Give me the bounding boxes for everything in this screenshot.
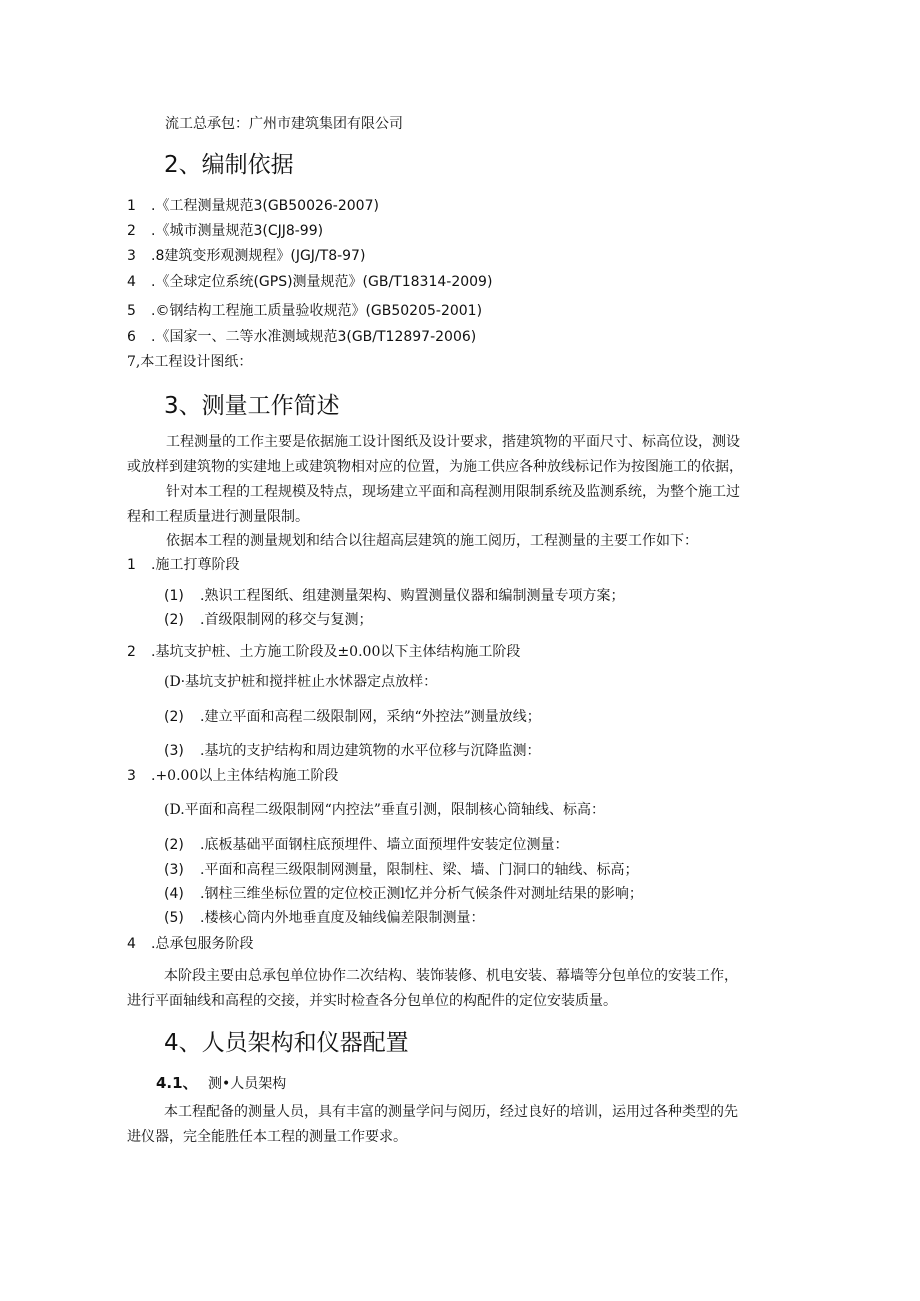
paragraph-line: 或放样到建筑物的实建地上或建筑物相对应的位置，为施工供应各种放线标记作为按图施工的依据， (127, 459, 743, 475)
stage-3-heading (127, 766, 338, 786)
reference-item-4 (127, 272, 492, 292)
section-2-heading: 2、编制依据 (164, 152, 294, 178)
reference-number: 6 (127, 329, 136, 345)
item-number: (2) (164, 612, 184, 628)
reference-number: 1 (127, 198, 136, 214)
reference-item-1 (127, 196, 379, 216)
contractor-line: 流工总承包：广州市建筑集团有限公司 (165, 116, 403, 132)
stage-number: 2 (127, 644, 136, 660)
item-number: (3) (164, 862, 184, 878)
item-number: (3) (164, 743, 184, 759)
reference-item-3 (127, 246, 365, 266)
reference-number: 4 (127, 274, 136, 290)
item-number: (2) (164, 837, 184, 853)
reference-text: .《国家一、二等水准测域规范3(GB/T12897-2006) (151, 329, 477, 345)
stage-1-item-1 (164, 586, 624, 606)
stage-1-item-2 (164, 610, 372, 630)
paragraph-line: 本工程配备的测量人员，具有丰富的测量学问与阅历，经过良好的培训，运用过各种类型的先 (164, 1104, 738, 1120)
reference-item-2 (127, 221, 323, 241)
paragraph-line: 针对本工程的工程规模及特点，现场建立平面和高程测用限制系统及监测系统，为整个施工过 (166, 484, 740, 500)
stage-3-item-5 (164, 908, 484, 928)
item-text: .楼核心筒内外地垂直度及轴线偏差限制测量： (200, 910, 485, 926)
paragraph-line: 本阶段主要由总承包单位协作二次结构、装饰装修、机电安装、幕墙等分包单位的安装工作， (164, 968, 738, 984)
stage-number: 4 (127, 936, 136, 952)
stage-2-heading (127, 642, 520, 662)
section-3-heading: 3、测量工作简述 (164, 393, 340, 419)
item-text: .建立平面和高程二级限制网，采纳“外控法”测量放线； (200, 709, 541, 725)
stage-3-item-3 (164, 860, 638, 880)
stage-text: .施工打尊阶段 (151, 557, 240, 573)
item-text: .钢柱三维坐标位置的定位校正测l忆并分析气候条件对测址结果的影响； (200, 886, 643, 902)
stage-number: 3 (127, 768, 136, 784)
paragraph-line: 程和工程质量进行测量限制。 (127, 509, 309, 525)
stage-number: 1 (127, 557, 136, 573)
reference-item-6 (127, 327, 476, 347)
stage-3-item-4 (164, 884, 643, 904)
reference-item-5 (127, 301, 482, 321)
subsection-title: 测•人员架构 (208, 1076, 287, 1092)
reference-number: 2 (127, 223, 136, 239)
paragraph-line: 进行平面轴线和高程的交接，并实时检查各分包单位的构配件的定位安装质量。 (127, 993, 617, 1009)
item-text: .基坑的支护结构和周边建筑物的水平位移与沉降监测： (200, 743, 541, 759)
paragraph-line: 进仪器，完全能胜任本工程的测量工作要求。 (127, 1129, 407, 1145)
subsection-4-1-heading (156, 1073, 286, 1094)
reference-number: 5 (127, 303, 136, 319)
reference-number: 3 (127, 248, 136, 264)
item-number: (5) (164, 910, 184, 926)
section-4-heading: 4、人员架构和仪器配置 (164, 1030, 409, 1056)
reference-text: .《城市测量规范3(CJJ8-99) (151, 223, 324, 239)
item-text: .底板基础平面钢柱底预埋件、墙立面预埋件安装定位测量： (200, 837, 569, 853)
item-number: (4) (164, 886, 184, 902)
item-text: .首级限制网的移交与复测； (200, 612, 373, 628)
stage-4-heading (127, 934, 253, 954)
stage-text: .+0.00以上主体结构施工阶段 (151, 768, 339, 784)
item-number: (1) (164, 588, 184, 604)
subsection-number: 4.1、 (156, 1074, 198, 1092)
item-number: (2) (164, 709, 184, 725)
stage-2-item-1: (D·基坑支护桩和搅拌桩止水怵器定点放样： (164, 674, 438, 690)
reference-text: .©钢结构工程施工质量验收规范》(GB50205-2001) (151, 303, 483, 319)
stage-text: .总承包服务阶段 (151, 936, 254, 952)
reference-text: .《全球定位系统(GPS)测量规范》(GB/T18314-2009) (151, 274, 493, 290)
reference-text: .8建筑变形观测规程》(JGJ/T8-97) (151, 248, 366, 264)
reference-text: .《工程测量规范3(GB50026-2007) (151, 198, 379, 214)
reference-item-7: 7,本工程设计图纸： (127, 354, 253, 370)
stage-2-item-2 (164, 707, 541, 727)
stage-text: .基坑支护桩、土方施工阶段及±0.00以下主体结构施工阶段 (151, 644, 521, 660)
stage-2-item-3 (164, 741, 540, 761)
item-text: .熟识工程图纸、组建测量架构、购置测量仪器和编制测量专项方案； (200, 588, 625, 604)
stage-1-heading (127, 555, 239, 575)
stage-3-item-2 (164, 835, 568, 855)
paragraph-line: 依据本工程的测量规划和结合以往超高层建筑的施工阅历，工程测量的主要工作如下： (166, 533, 698, 549)
paragraph-line: 工程测量的工作主要是依据施工设计图纸及设计要求，揩建筑物的平面尺寸、标高位设，测设 (166, 434, 740, 450)
item-text: .平面和高程三级限制网测量，限制柱、梁、墙、门洞口的轴线、标高； (200, 862, 639, 878)
stage-3-item-1: (D.平面和高程二级限制网“内控法”垂直引测，限制核心筒轴线、标高： (164, 802, 605, 818)
